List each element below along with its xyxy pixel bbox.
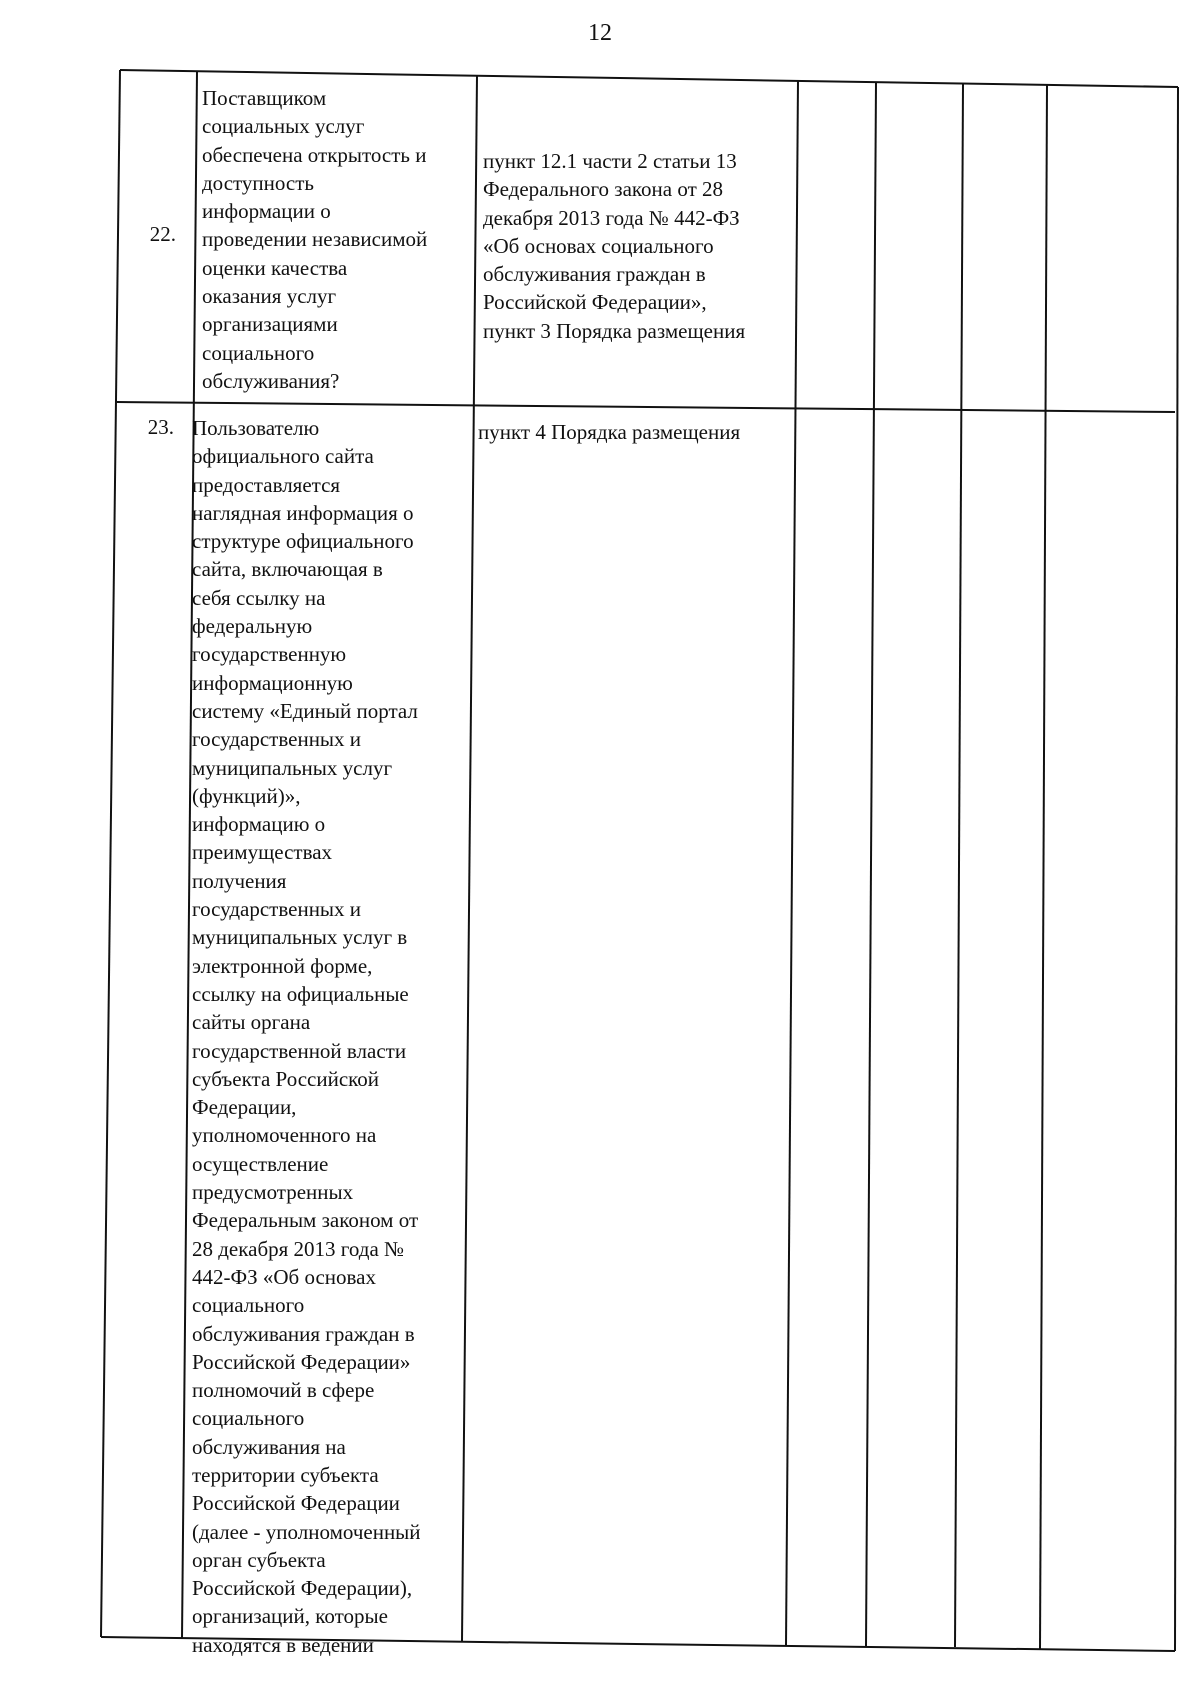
row-22-number: 22. <box>149 222 176 246</box>
row-23-number: 23. <box>147 415 174 439</box>
page-number: 12 <box>588 20 612 46</box>
row-23-question: Пользователю официального сайта предоставляется наглядная информация о структуре официального сайта, включающая в себя ссылку на федеральную государственную информационную систему «Единый портал государственных и муниципальных услуг (функций)», информацию о преимуществах получения государственных и муниципальных услуг в электронной форме, ссылку на официальные сайты органа государственной власти субъекта Российской Федерации, уполномоченного на осуществление предусмотренных Федеральным законом от 28 декабря 2013 года № 442-ФЗ «Об основах социального обслуживания граждан в Российской Федерации» полномочий в сфере социального обслуживания на территории субъекта Российской Федерации (далее - уполномоченный орган субъекта Российской Федерации), организаций, которые находятся в ведении <box>192 416 421 1657</box>
row-22-reference: пункт 12.1 части 2 статьи 13 Федерального закона от 28 декабря 2013 года № 442-ФЗ «Об основах социального обслуживания граждан в Российской Федерации», пункт 3 Порядка размещения <box>483 149 746 343</box>
row-23-reference: пункт 4 Порядка размещения <box>478 420 741 444</box>
row-22-question: Поставщиком социальных услуг обеспечена открытость и доступность информации о проведении независимой оценки качества оказания услуг организациями социального обслуживания? <box>202 86 428 393</box>
